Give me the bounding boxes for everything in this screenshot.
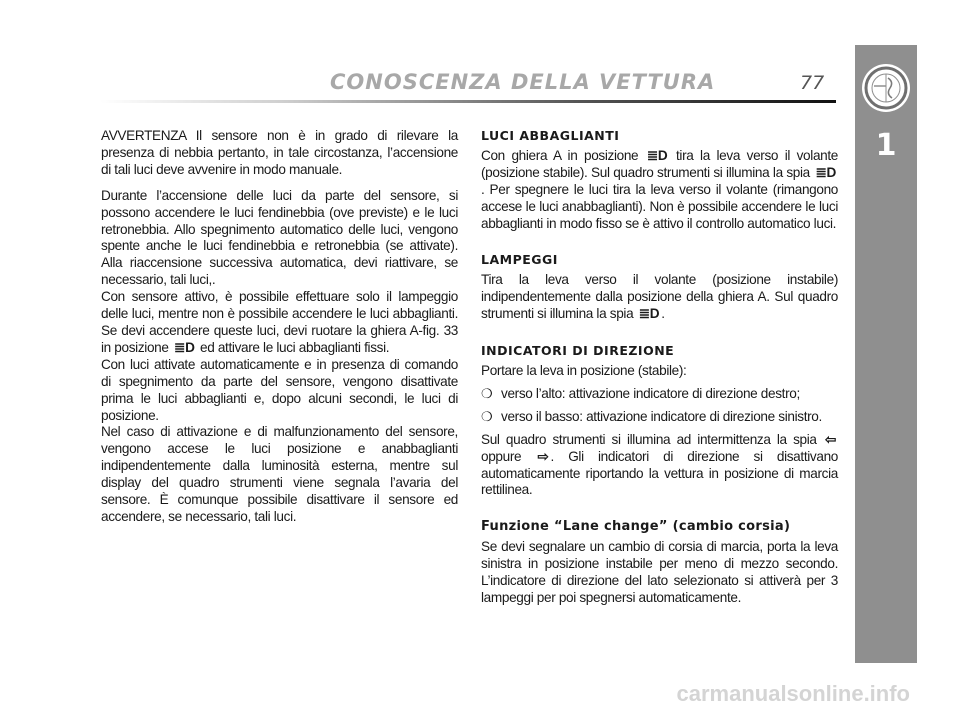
left-column [101, 128, 458, 526]
list-item [481, 409, 838, 426]
warning-paragraph: AVVERTENZA Il sensore non è in grado di rilevare la presenza di nebbia pertanto, in tale circostanza, l’accensione di tali luci deve avvenire in modo manuale. [101, 128, 458, 177]
section-heading-high-beam: LUCI ABBAGLIANTI [481, 128, 620, 143]
page-header-title: CONOSCENZA DELLA VETTURA [330, 70, 716, 94]
chapter-number: 1 [875, 128, 897, 163]
section-heading-lane-change: Funzione “Lane change” (cambio corsia) [481, 519, 791, 535]
sensor-paragraph-2-end: ed attivare le luci abbaglianti fissi. [199, 339, 390, 355]
sensor-paragraph-1: Durante l’accensione delle luci da parte del sensore, si possono accendere le luci fendinebbia (ove previste) e le luci retronebbia. Allo spegnimento automatico delle luci, vengono spente anche le luci fendinebbia e retronebbia (se attivate). Alla riaccensione successiva automatica, devi riattivare, se necessario, tali luci,. [101, 187, 458, 288]
right-column [481, 128, 838, 616]
right-arrow-icon: ⇨ [537, 448, 549, 464]
high-beam-warning-light-icon: ≣D [815, 164, 836, 180]
section-heading-direction-indicators: INDICATORI DI DIREZIONE [481, 343, 675, 359]
list-item [481, 386, 838, 403]
flashing-text-a: Tira la leva verso il volante (posizione instabile) indipendentemente dalla posizione della ghiera A. Sul quadro strumenti si illumina la spia [481, 272, 838, 322]
list-item-text: verso l’alto: attivazione indicatore di direzione destro; [501, 385, 800, 401]
sensor-paragraph-3: Con luci attivate automaticamente e in presenza di comando di spegnimento da parte del sensore, vengono disattivate prima le luci abbaglianti e, dopo alcuni secondi, le luci di posizione. [101, 356, 458, 423]
high-beam-icon: ≣D [174, 339, 195, 355]
page-number: 77 [800, 72, 825, 94]
sensor-paragraph-2-text: Con sensore attivo, è possibile effettuare solo il lampeggio delle luci, mentre non è possibile accendere le luci abbaglianti. Se devi accendere queste luci, devi ruotare la ghiera A-fig. 33 in posizione [101, 289, 458, 355]
flashing-text-b: . [661, 306, 665, 322]
sensor-paragraph-2 [101, 289, 458, 357]
direction-text-c: . Gli indicatori di direzione si disattivano automaticamente riportando la vettura in posizione di marcia rettilinea. [481, 448, 838, 498]
high-beam-text-c: . Per spegnere le luci tira la leva verso il volante (rimangono accese le luci anabbaglianti). Non è possibile accendere le luci abbaglianti in modo fisso se è attivo il controllo automatico luci. [481, 181, 838, 231]
list-item-text: verso il basso: attivazione indicatore di direzione sinistro. [501, 408, 822, 424]
high-beam-icon: ≣D [646, 147, 668, 163]
high-beam-paragraph [481, 148, 838, 233]
bullet-circle-icon: ❍ [481, 385, 493, 401]
high-beam-text-a: Con ghiera A in posizione [481, 147, 639, 163]
section-heading-flashing: LAMPEGGI [481, 252, 558, 268]
direction-text-a: Sul quadro strumenti si illumina ad intermittenza la spia [481, 431, 817, 447]
sensor-paragraph-4: Nel caso di attivazione e di malfunzionamento del sensore, vengono accese le luci posizione e anabbaglianti indipendentemente dalla luminosità esterna, mentre sul display del quadro strumenti viene segnala l’avaria del sensore. È comunque possibile disattivare il sensore ed accendere, se necessario, tali luci. [101, 424, 458, 524]
high-beam-warning-light-icon: ≣D [638, 306, 660, 322]
direction-text-b: oppure [481, 448, 522, 464]
bullet-circle-icon: ❍ [481, 408, 493, 424]
lane-change-paragraph: Se devi segnalare un cambio di corsia di marcia, porta la leva sinistra in posizione instabile per meno di mezzo secondo. L’indicatore di direzione del lato selezionato si attiverà per 3 lampeggi per poi spegnersi automaticamente. [481, 539, 838, 605]
header-rule [100, 100, 836, 103]
left-arrow-icon: ⇦ [824, 431, 836, 447]
high-beam-text-b: tira la leva verso il volante (posizione stabile). Sul quadro strumenti si illumina la spia [481, 147, 838, 180]
flashing-paragraph [481, 272, 838, 323]
watermark: carmanualsonline.info [676, 681, 910, 706]
alfa-romeo-logo-icon [862, 64, 910, 112]
direction-intro: Portare la leva in posizione (stabile): [481, 362, 687, 378]
direction-paragraph [481, 432, 838, 500]
